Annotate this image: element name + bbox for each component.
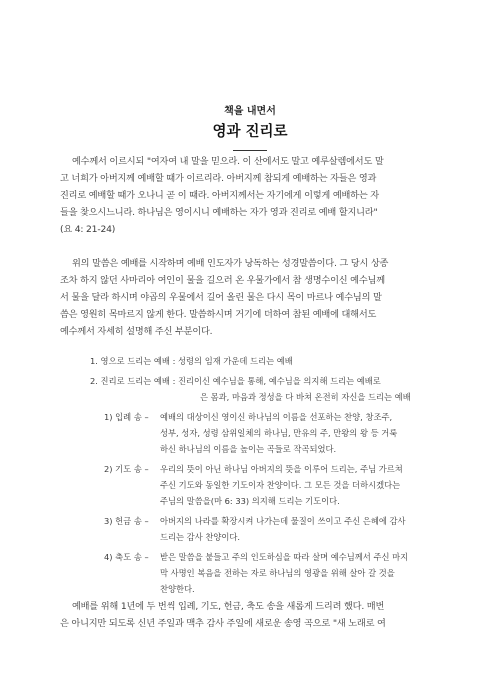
text-line: 진리로 예배할 때가 오나니 곧 이 때라. 아버지께서는 자기에게 이렇게 예배하는 자: [60, 190, 379, 201]
text-line: 성부, 성자, 성령 삼위일체의 하나님, 만유의 주, 만왕의 왕 등 거룩: [160, 428, 398, 438]
text-line: 예수께서 이르시되 "여자여 내 말을 믿으라. 이 산에서도 말고 예루살렘에서도 말: [72, 156, 384, 167]
list-item: [90, 373, 440, 405]
title-divider: [233, 150, 267, 151]
worship-list: [90, 353, 440, 597]
list-item: [90, 353, 440, 369]
text-line: 은 아니지만 되도록 신년 주일과 맥추 감사 주일에 새로운 송영 곡으로 "새 노래로 여: [60, 618, 386, 629]
paragraph-closing: [60, 598, 442, 632]
text-line: 하신 하나님의 이름을 높이는 곡들로 작곡되었다.: [160, 444, 337, 454]
text-line: 아버지의 나라를 확장시켜 나가는데 물질이 쓰이고 주신 은혜에 감사: [160, 516, 406, 526]
text-line: 찬양한다.: [160, 584, 195, 594]
list-subitem-benediction: [104, 549, 440, 597]
text-line: 주님의 말씀을(마 6: 33) 의지해 드리는 기도이다.: [160, 496, 340, 506]
list-subitem-offering: [104, 513, 440, 545]
text-line: 들을 찾으시느니라. 하나님은 영이시니 예배하는 자가 영과 진리로 예배 할지니라": [60, 207, 378, 218]
text-line: 고 너희가 아버지께 예배할 때가 이르리라. 아버지께 참되게 예배하는 자들은 영과: [60, 173, 377, 184]
text-line: 조차 하지 않던 사마리아 여인이 물을 길으러 온 우물가에서 참 생명수이신 예수님께: [60, 275, 385, 286]
subitem-label: 3) 헌금 송 –: [104, 516, 149, 526]
text-line: 주신 기도와 동일한 기도이자 찬양이다. 그 모든 것을 더하시겠다는: [160, 480, 401, 490]
page-title: 영과 진리로: [212, 124, 288, 140]
subitem-label: 4) 축도 송 –: [104, 552, 149, 562]
text-line: 씀은 영원히 목마르지 않게 한다. 말씀하시며 거기에 더하여 참된 예배에 대해서도: [60, 309, 377, 320]
section-supertitle: 책을 내면서: [224, 106, 276, 117]
subitem-label: 2) 기도 송 –: [104, 464, 149, 474]
text-line: 위의 말씀은 예배를 시작하며 예배 인도자가 낭독하는 성경말씀이다. 그 당시 상종: [72, 258, 389, 269]
subitem-label: 1) 입례 송 –: [104, 412, 149, 422]
paragraph-scripture: [60, 153, 442, 238]
paragraph-explanation: [60, 255, 442, 340]
text-line: 2. 진리로 드리는 예배 : 진리이신 예수님을 통해, 예수님을 의지해 드리는 예배로: [90, 376, 381, 386]
list-subitem-prayer: [104, 461, 440, 509]
list-subitem-entrance: [104, 409, 440, 457]
text-line: 서 물을 달라 하시며 야곱의 우물에서 길어 올린 물은 다시 목이 마르나 예수님의 말: [60, 292, 382, 303]
text-line: 막 사명인 복음을 전하는 자로 하나님의 영광을 위해 살아 갈 것을: [160, 568, 395, 578]
text-line: 드리는 감사 찬양이다.: [160, 532, 241, 542]
text-line: 예수께서 자세히 설명해 주신 부분이다.: [60, 326, 213, 337]
text-line: (요 4: 21-24): [60, 224, 116, 235]
text-line: 은 몸과, 마음과 정성을 다 바쳐 온전히 자신을 드리는 예배: [200, 392, 411, 402]
text-line: 예배의 대상이신 영이신 하나님의 이름을 선포하는 찬양, 창조주,: [160, 412, 393, 422]
text-line: 1. 영으로 드리는 예배 : 성령의 임재 가운데 드리는 예배: [90, 356, 293, 366]
text-line: 받은 말씀을 붙들고 주의 인도하심을 따라 살며 예수님께서 주신 마지: [160, 552, 409, 562]
text-line: 우리의 뜻이 아닌 하나님 아버지의 뜻을 이루어 드리는, 주님 가르쳐: [160, 464, 403, 474]
text-line: 예배를 위해 1년에 두 번씩 입례, 기도, 헌금, 축도 송을 새롭게 드리려 했다. 매번: [72, 601, 385, 612]
